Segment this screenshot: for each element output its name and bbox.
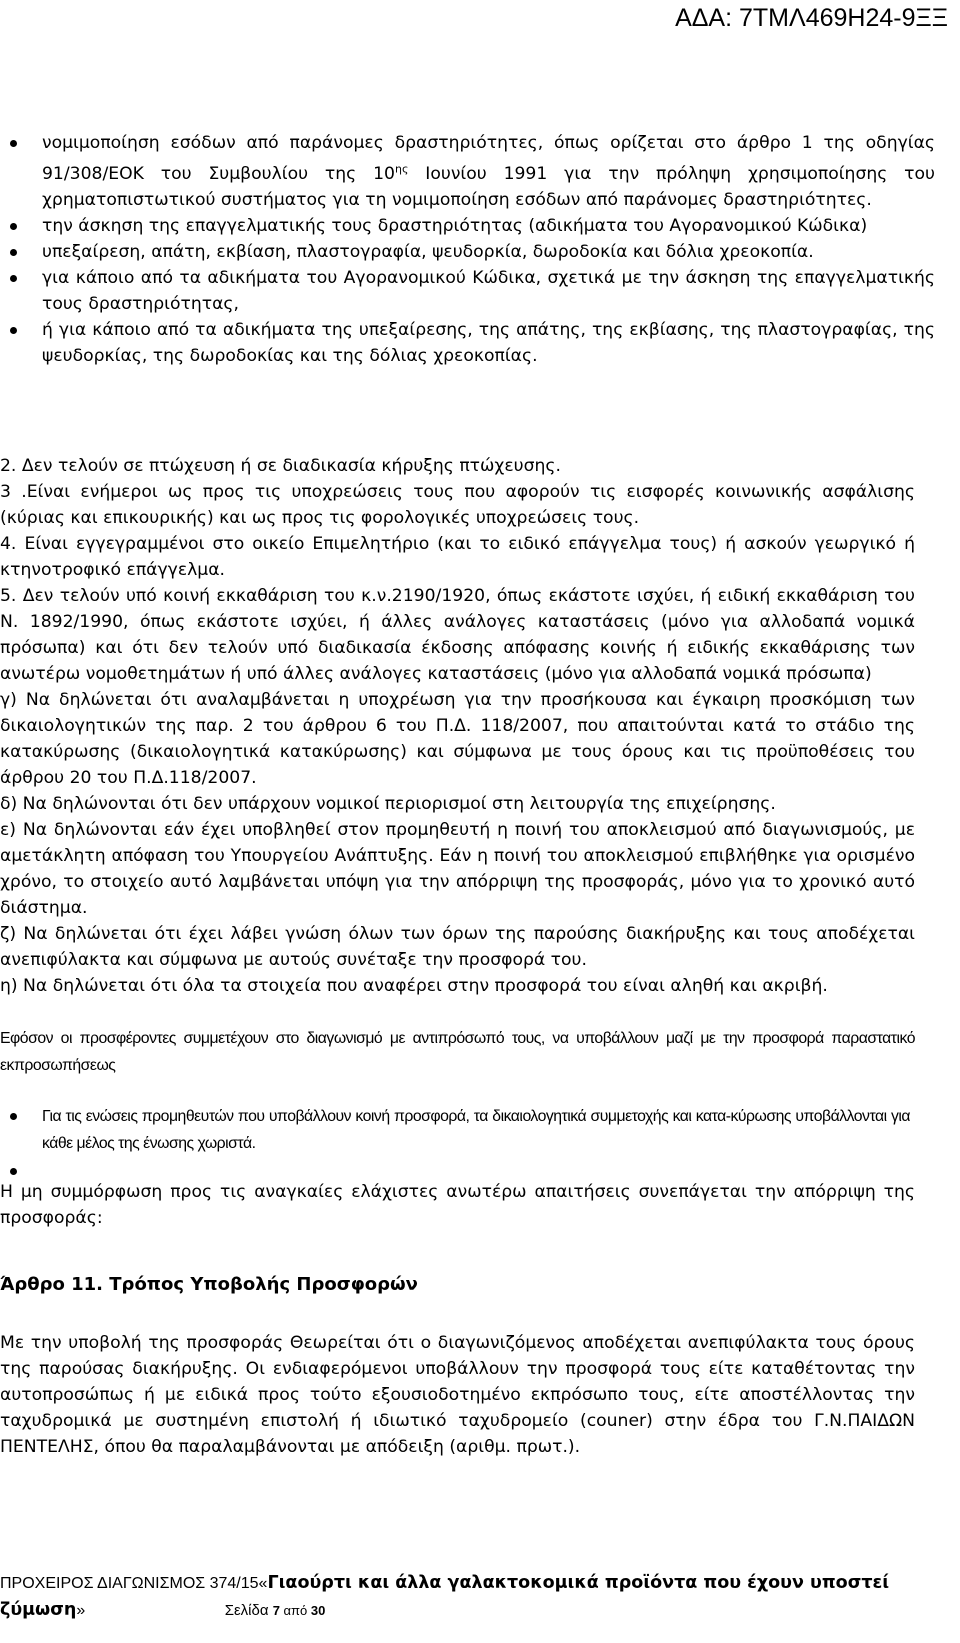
requirement-item: γ) Να δηλώνεται ότι αναλαμβάνεται η υποχρέωση για την προσήκουσα και έγκαιρη προσκόμιση των δικαιολογητικών της παρ. 2 του άρθρου 6 του Π.Δ. 118/2007, που απαιτούνται κατά το στάδιο της κατακύρωσης (δικαιολογητικά κατακύρωσης) και σύμφωνα με τους όρους και τις προϋποθέσεις του άρθρου 20 του Π.Δ.118/2007. <box>0 690 915 788</box>
offence-bullet-list <box>0 130 960 369</box>
page-footer <box>0 1570 930 1624</box>
page-current: 7 <box>272 1603 280 1618</box>
article-paragraph: Με την υποβολή της προσφοράς Θεωρείται ότι ο διαγωνιζόμενος αποδέχεται ανεπιφύλακτα τους όρους της παρούσας διακήρυξης. Οι ενδιαφερόμενοι υποβάλλουν την προσφορά τους είτε καταθέτοντας την αυτοπροσώπως ή με ειδικά προς τούτο εξουσιοδοτημένο εκπρόσωπο τους, είτε αποστέλλοντας την ταχυδρομικά με συστημένη επιστολή ή ιδιωτικό ταχυδρομείο (couner) στην έδρα του Γ.Ν.ΠΑΙΔΩΝ ΠΕΝΤΕΛΗΣ, όπου θα παραλαμβάνονται με απόδειξη (αριθμ. πρωτ.). <box>0 1333 915 1457</box>
requirement-item: ζ) Να δηλώνεται ότι έχει λάβει γνώση όλων των όρων της παρούσης διακήρυξης και τους αποδέχεται ανεπιφύλακτα και σύμφωνα με αυτούς συνέταξε την προσφορά του. <box>0 924 915 970</box>
requirement-item: 3 .Είναι ενήμεροι ως προς τις υποχρεώσεις τους που αφορούν τις εισφορές κοινωνικής ασφάλισης (κύριας και επικουρικής) και ως προς τις φορολογικές υποχρεώσεις τους. <box>0 482 915 528</box>
ada-code: ΑΔΑ: 7ΤΜΛ469Η24-9ΞΞ <box>675 4 948 32</box>
article-heading: Άρθρο 11. Τρόπος Υποβολής Προσφορών <box>0 1274 418 1295</box>
requirement-item: δ) Να δηλώνονται ότι δεν υπάρχουν νομικοί περιορισμοί στη λειτουργία της επιχείρησης. <box>0 794 776 814</box>
page-label: Σελίδα <box>224 1602 273 1619</box>
list-item: υπεξαίρεση, απάτη, εκβίαση, πλαστογραφία, ψευδορκία, δωροδοκία και δόλια χρεοκοπία. <box>0 239 960 265</box>
bullet-icon <box>10 275 17 282</box>
bullet-icon <box>10 223 17 230</box>
bullet-icon <box>10 140 17 147</box>
list-item: νομιμοποίηση εσόδων από παράνομες δραστηριότητες, όπως ορίζεται στο άρθρο 1 της οδηγίας 91/308/ΕΟΚ του Συμβουλίου της $10^{\eta\varsigma}$ Ιουνίου 1991 για την πρόληψη χρησιμοποίησης του χρηματοπιστωτικού συστήματος για τη νομιμοποίηση εσόδων από παράνομες δραστηριότητες. <box>0 130 960 213</box>
list-item: την άσκηση της επαγγελματικής τους δραστηριότητας (αδικήματα του Αγορανομικού Κώδικα) <box>0 213 960 239</box>
footer-title: Γιαούρτι και άλλα γαλακτοκομικά προϊόντα που έχουν υποστεί ζύμωση <box>0 1573 890 1620</box>
footer-suffix: » <box>76 1602 86 1619</box>
bullet-icon <box>10 1168 17 1175</box>
requirement-item: 4. Είναι εγγεγραμμένοι στο οικείο Επιμελητήριο (και το ειδικό επάγγελμα τους) ή ασκούν γεωργικό ή κτηνοτροφικό επάγγελμα. <box>0 534 915 580</box>
list-item: ή για κάποιο από τα αδικήματα της υπεξαίρεσης, της απάτης, της εκβίασης, της πλαστογραφίας, της ψευδορκίας, της δωροδοκίας και της δόλιας χρεοκοπίας. <box>0 317 960 369</box>
footer-prefix: ΠΡΟΧΕΙΡΟΣ ΔΙΑΓΩΝΙΣΜΟΣ 374/15« <box>0 1575 268 1592</box>
list-item: για κάποιο από τα αδικήματα του Αγορανομικού Κώδικα, σχετικά με την άσκηση της επαγγελματικής τους δραστηριότητας, <box>0 265 960 317</box>
bullet-icon <box>10 249 17 256</box>
requirement-item: 2. Δεν τελούν σε πτώχευση ή σε διαδικασία κήρυξης πτώχευσης. <box>0 456 561 476</box>
bullet-icon <box>10 327 17 334</box>
requirement-item: 5. Δεν τελούν υπό κοινή εκκαθάριση του κ.ν.2190/1920, όπως εκάστοτε ισχύει, ή ειδική εκκαθάριση του Ν. 1892/1990, όπως εκάστοτε ισχύει, ή άλλες ανάλογες καταστάσεις (μόνο για αλλοδαπά νομικά πρόσωπα) και ότι δεν τελούν υπό διαδικασία έκδοσης απόφασης κοινής ή ειδικής εκκαθάρισης των ανωτέρω νομοθετημάτων ή υπό άλλες ανάλογες καταστάσεις (μόνο για αλλοδαπά νομικά πρόσωπα) <box>0 586 915 684</box>
requirements-section <box>0 453 915 999</box>
requirement-item: ε) Να δηλώνονται εάν έχει υποβληθεί στον προμηθευτή η ποινή του αποκλεισμού από διαγωνισμούς, με αμετάκλητη απόφαση του Υπουργείου Ανάπτυξης. Εάν η ποινή του αποκλεισμού επιβλήθηκε για ορισμένο χρόνο, το στοιχείο αυτό λαμβάνεται υπόψη για την απόρριψη της προσφοράς, μόνο για το χρονικό αυτό διάστημα. <box>0 820 915 918</box>
page-of: από <box>279 1603 311 1618</box>
consortium-bullet: Για τις ενώσεις προμηθευτών που υποβάλλουν κοινή προσφορά, τα δικαιολογητικά συμμετοχής και κατα-κύρωσης υποβάλλονται για κάθε μέλος της ένωσης χωριστά. <box>0 1103 960 1157</box>
rejection-paragraph: Η μη συμμόρφωση προς τις αναγκαίες ελάχιστες ανωτέρω απαιτήσεις συνεπάγεται την απόρριψη της προσφοράς: <box>0 1182 915 1228</box>
requirement-item: η) Να δηλώνεται ότι όλα τα στοιχεία που αναφέρει στην προσφορά του είναι αληθή και ακριβή. <box>0 976 828 996</box>
representation-paragraph: Εφόσον οι προσφέροντες συμμετέχουν στο διαγωνισμό με αντιπρόσωπό τους, να υποβάλλουν μαζί με την προσφορά παραστατικό εκπροσωπήσεως <box>0 1030 915 1074</box>
page-total: 30 <box>310 1603 326 1618</box>
bullet-icon <box>10 1113 17 1120</box>
